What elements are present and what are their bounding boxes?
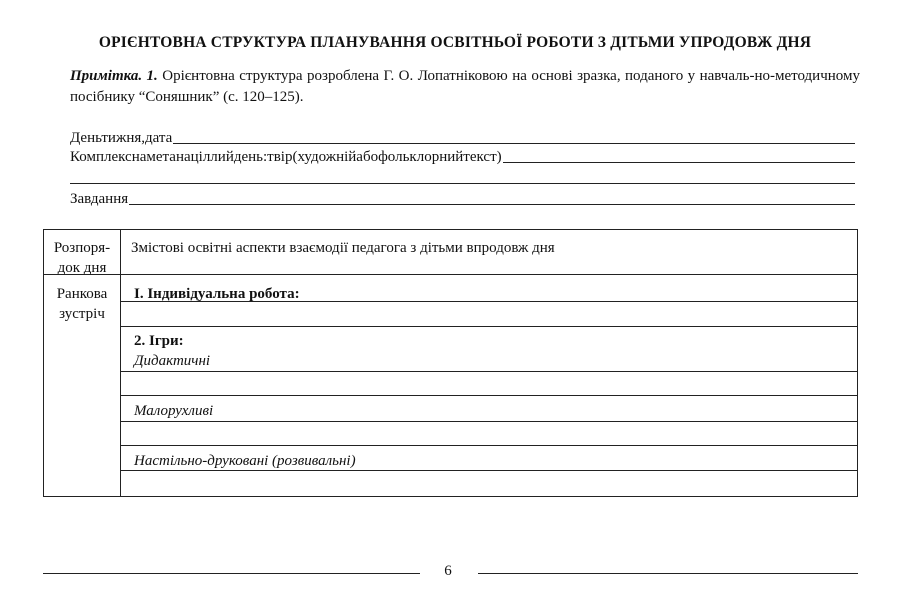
- low-mobility-games-label: Малорухливі: [134, 403, 214, 419]
- day-date-label: Деньтижня,дата: [70, 130, 173, 146]
- page-title: ОРІЄНТОВНА СТРУКТУРА ПЛАНУВАННЯ ОСВІТНЬОЇ РОБОТИ З ДІТЬМИ УПРОДОВЖ ДНЯ: [98, 34, 812, 51]
- header-content-label: Змістові освітні аспекти взаємодії педагога з дітьми впродовж дня: [131, 240, 555, 256]
- writing-line[interactable]: [120, 371, 857, 372]
- board-games-label: Настільно-друковані (розвивальні): [134, 453, 356, 469]
- note-label: Примітка. 1.: [70, 68, 158, 84]
- writing-line[interactable]: [120, 395, 857, 396]
- note-text: Орієнтовна структура розроблена Г. О. Лопатніковою на основі зразка, поданого у навчаль-но-методичному посібнику “Соняшник” (с. 120–125).: [70, 68, 860, 105]
- morning-meeting-label: Ранкова зустріч: [56, 286, 108, 322]
- header-schedule-label: Розпоря-док дня: [53, 240, 111, 276]
- writing-line[interactable]: [120, 421, 857, 422]
- theme-blank[interactable]: [503, 161, 855, 163]
- day-date-field[interactable]: [70, 129, 855, 147]
- theme-blank-continuation[interactable]: [70, 183, 855, 184]
- header-divider: [44, 274, 857, 275]
- tasks-blank[interactable]: [129, 203, 855, 205]
- column-divider: [120, 230, 121, 496]
- tasks-field[interactable]: [70, 190, 855, 208]
- writing-line[interactable]: [120, 326, 857, 327]
- day-date-blank[interactable]: [173, 142, 855, 144]
- morning-meeting-cell: [44, 284, 120, 324]
- writing-line[interactable]: [120, 445, 857, 446]
- writing-line[interactable]: [120, 301, 857, 302]
- footer-rule-left: [43, 573, 420, 574]
- didactic-games-label: Дидактичні: [134, 353, 211, 369]
- games-heading: 2. Ігри:: [134, 333, 184, 349]
- theme-field[interactable]: [70, 148, 855, 166]
- individual-work-heading: I. Індивідуальна робота:: [134, 286, 300, 302]
- footer-rule-right: [478, 573, 858, 574]
- theme-label: Комплекснаметанаціллийдень:твір(художнійабофольклорнийтекст): [70, 149, 502, 165]
- plan-table: [43, 229, 858, 497]
- note-paragraph: [70, 66, 860, 108]
- tasks-label: Завдання: [70, 191, 129, 207]
- writing-line[interactable]: [120, 470, 857, 471]
- page-number: 6: [444, 563, 452, 579]
- header-schedule-cell: [44, 238, 120, 278]
